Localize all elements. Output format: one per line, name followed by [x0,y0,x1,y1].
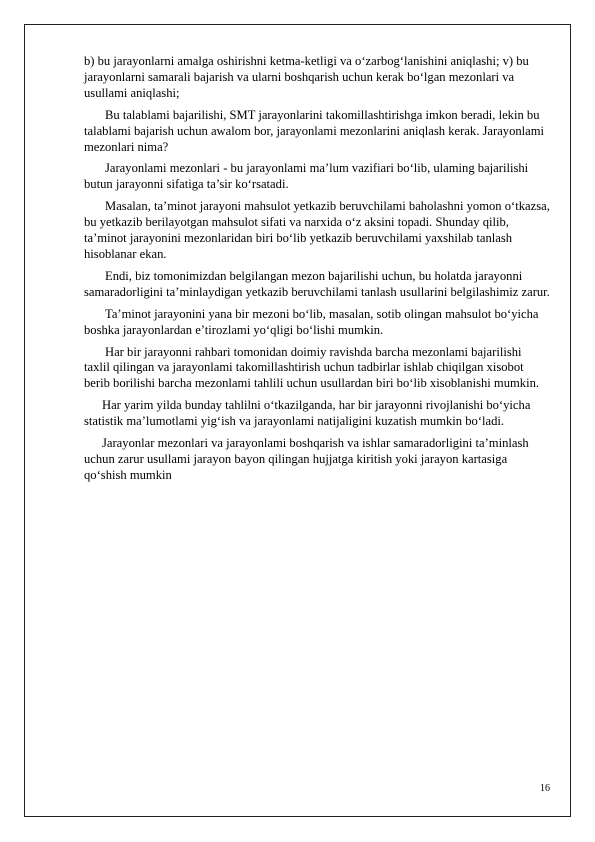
paragraph-selection-methods: Endi, biz tomonimizdan belgilangan mezon bajarilishi uchun, bu holatda jarayonni samaradorligini ta’minlaydigan yetkazib beruvchilami tanlash usullarini belgilashimiz zarur. [84,268,550,299]
paragraph-requirements: Bu talablami bajarilishi, SMT jarayonlarini takomillashtirishga imkon beradi, lekin bu talablami bajarish uchun awalom bor, jarayonlami mezonlarini aniqlash kerak. Jarayonlami mezonlari nima? [84,107,545,154]
page-number: 16 [540,783,550,794]
paragraph-supply-example: Masalan, ta’minot jarayoni mahsulot yetkazib beruvchilami baholashni yomon o‘tkazsa, bu yetkazib berilayotgan mahsulot sifati va narxida o‘z aksini topadi. Shunday qilib, ta’minot jarayonini mezonlaridan biri bo‘lib yetkazib beruvchilami yaxshilab tanlash hisoblanar ekan. [84,199,550,261]
paragraph-semiannual-analysis: Har yarim yilda bunday tahlilni o‘tkazilganda, har bir jarayonni rivojlanishi bo‘yicha statistik ma’lumotlami yig‘ish va jarayonlami natijaligini kuzatish mumkin bo‘ladi. [84,398,531,429]
paragraph-documentation: Jarayonlar mezonlari va jarayonlami boshqarish va ishlar samaradorligini ta’minlash uchun zarur usullami jarayon bayon qilingan hujjatga kiritish yoki jarayon kartasiga qo‘shish mumkin [84,436,529,482]
paragraph-another-criterion: Ta’minot jarayonini yana bir mezoni bo‘lib, masalan, sotib olingan mahsulot bo‘yicha boshka jarayonlardan e’tirozlami yo‘qligi bo‘lishi mumkin. [84,306,539,337]
paragraph-criteria-list: b) bu jarayonlarni amalga oshirishni ketma-ketligi va o‘zarbog‘lanishini aniqlashi; v) bu jarayonlarni samarali bajarish va ularni boshqarish uchun kerak bo‘lgan mezonlari va usullami aniqlashi; [84,54,529,100]
paragraph-manager-analysis: Har bir jarayonni rahbari tomonidan doimiy ravishda barcha mezonlami bajarilishi taxlil qilingan va jarayonlami takomillashtirish uchun tadbirlar ishlab chiqilgan xisobot berib borilishi barcha mezonlami tahlili uchun usullardan biri bo‘lib xisoblanishi mumkin. [84,344,540,391]
document-body [84,54,550,490]
paragraph-definition: Jarayonlami mezonlari - bu jarayonlami ma’lum vazifiari bo‘lib, ulaming bajarilishi butun jarayonni sifatiga ta’sir ko‘rsatadi. [84,161,529,192]
